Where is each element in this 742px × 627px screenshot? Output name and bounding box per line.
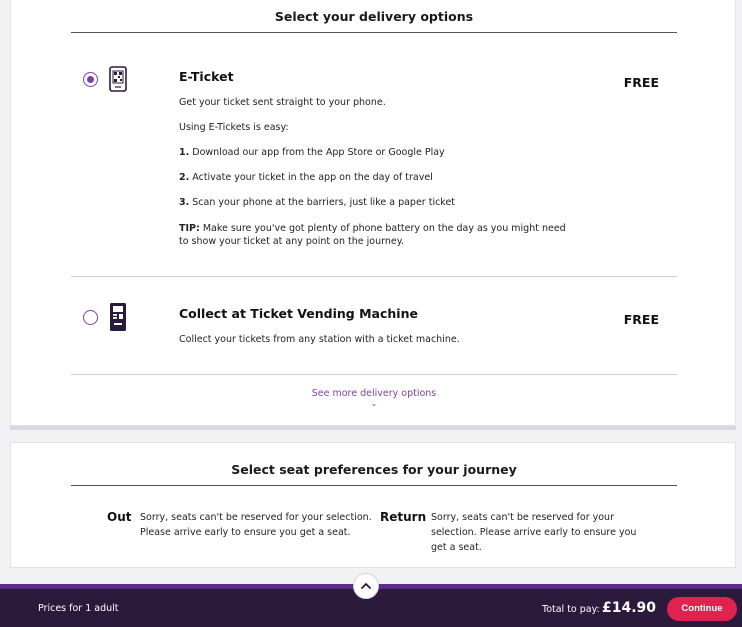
out-label: Out <box>107 510 132 524</box>
ticket-machine-radio[interactable] <box>83 310 98 325</box>
step-number: 2. <box>179 172 190 183</box>
tip-label: TIP: <box>179 223 200 234</box>
chevron-down-icon[interactable]: ⌄ <box>370 399 378 408</box>
eticket-title: E-Ticket <box>179 69 234 84</box>
ticket-machine-intro: Collect your tickets from any station with a ticket machine. <box>179 334 460 345</box>
delivery-title-divider <box>71 32 677 33</box>
return-label: Return <box>380 510 427 524</box>
seat-title-divider <box>71 485 677 486</box>
eticket-phone-icon <box>109 66 127 92</box>
out-seat-message: Sorry, seats can't be reserved for your selection. Please arrive early to ensure you get a seat. <box>140 512 372 538</box>
eticket-step-1 <box>179 146 445 159</box>
see-more-delivery-link[interactable]: See more delivery options <box>311 388 437 399</box>
step-text: Scan your phone at the barriers, just like a paper ticket <box>192 197 456 208</box>
seat-preferences-card <box>10 442 736 568</box>
continue-button[interactable]: Continue <box>667 597 737 621</box>
ticket-machine-price: FREE <box>623 312 659 327</box>
eticket-intro: Get your ticket sent straight to your phone. <box>179 97 386 108</box>
step-text: Activate your ticket in the app on the day of travel <box>192 172 433 183</box>
total-amount: £14.90 <box>602 600 657 616</box>
step-text: Download our app from the App Store or Google Play <box>192 147 445 158</box>
eticket-radio[interactable] <box>83 72 98 87</box>
prices-for-text: Prices for 1 adult <box>38 603 119 614</box>
eticket-step-2 <box>179 171 433 184</box>
total-to-pay-label: Total to pay: <box>542 604 600 615</box>
chevron-up-icon <box>354 574 378 598</box>
delivery-options-title: Select your delivery options <box>274 9 474 24</box>
eticket-easy-text: Using E-Tickets is easy: <box>179 122 289 133</box>
return-seat-message: Sorry, seats can't be reserved for your selection. Please arrive early to ensure you get a seat. <box>431 512 637 553</box>
step-number: 1. <box>179 147 190 158</box>
eticket-price: FREE <box>623 75 659 90</box>
ticket-machine-icon <box>110 303 126 331</box>
ticket-machine-title: Collect at Ticket Vending Machine <box>179 306 418 321</box>
eticket-tip <box>179 222 574 248</box>
seat-preferences-title: Select seat preferences for your journey <box>231 462 517 477</box>
step-number: 3. <box>179 197 190 208</box>
tip-text: Make sure you've got plenty of phone battery on the day as you might need to show your ticket at any point on the journey. <box>179 223 566 247</box>
delivery-options-card <box>10 0 736 426</box>
option-divider <box>71 374 677 375</box>
eticket-step-3 <box>179 196 455 209</box>
expand-summary-button[interactable] <box>353 573 379 599</box>
option-divider <box>71 276 677 277</box>
